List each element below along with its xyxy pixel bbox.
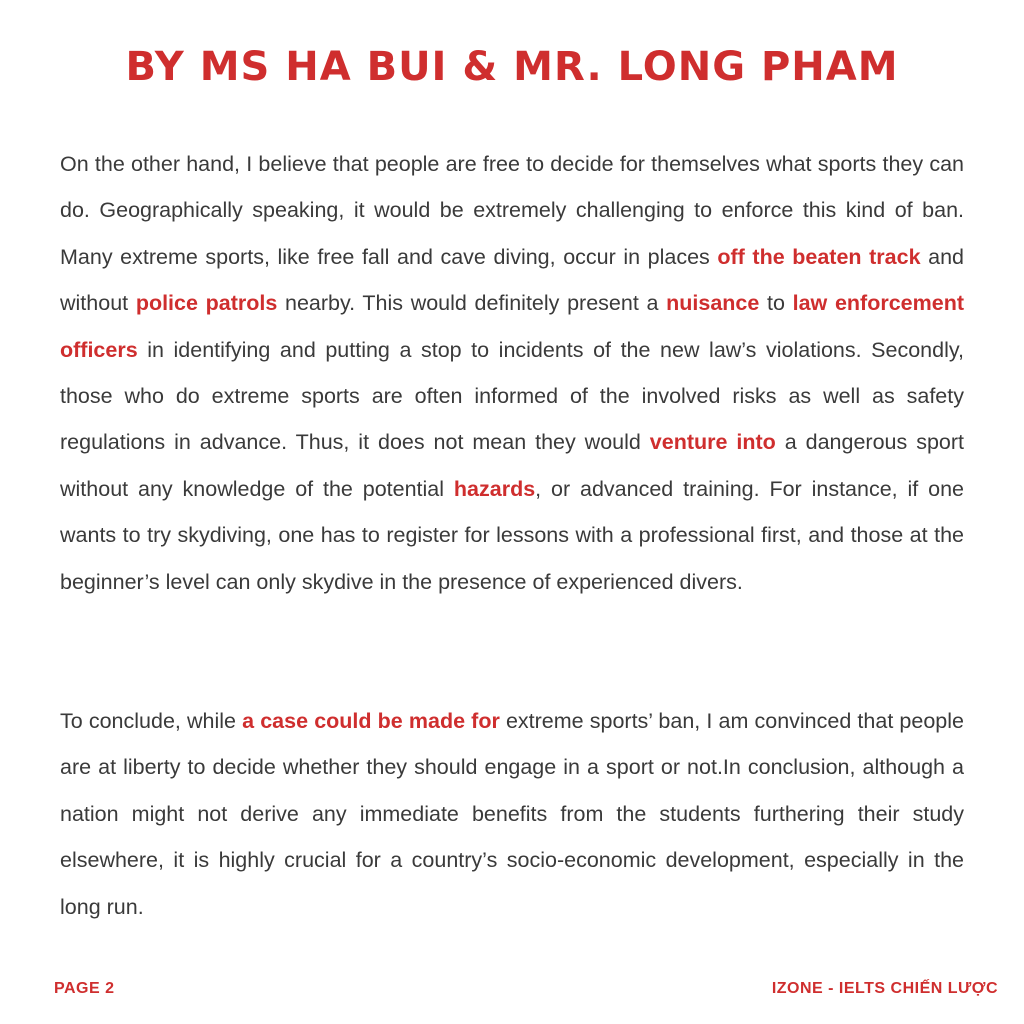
highlighted-phrase: law enforcement officers <box>60 291 964 362</box>
highlighted-phrase: a case could be made for <box>242 709 500 733</box>
text-segment: , or advanced training. For instance, if one wants to try skydiving, one has to register for lessons with a professional first, and those at the beginner’s level can only skydive in the presence of experienced divers. <box>60 476 965 594</box>
text-segment: a dangerous sport without any knowledge of the potential <box>60 430 964 501</box>
highlighted-phrase: nuisance <box>666 291 760 316</box>
brand-label: IZONE - IELTS CHIẾN LƯỢC <box>771 980 998 997</box>
text-segment: to <box>759 291 793 316</box>
highlighted-phrase: off the beaten track <box>717 244 921 269</box>
text-segment: and without <box>60 244 964 316</box>
body-paragraph-1 <box>60 141 964 605</box>
text-segment: extreme sports’ ban, I am convinced that people are at liberty to decide whether they should engage in a sport or not.In conclusion, although a nation might not derive any immediate benefits from the students furthering their study elsewhere, it is highly crucial for a country’s socio-economic development, especially in the long run. <box>60 709 964 919</box>
page-title: BY MS HA BUI & MR. LONG PHAM <box>125 44 899 90</box>
highlighted-phrase: hazards <box>453 476 536 501</box>
text-segment: in identifying and putting a stop to incidents of the new law’s violations. Secondly, those who do extreme sports are often informed of the involved risks as well as safety regulations in advance. Thus, it does not mean they would <box>60 337 964 455</box>
text-segment: nearby. This would definitely present a <box>277 291 667 316</box>
highlighted-phrase: police patrols <box>135 291 278 316</box>
page-number: PAGE 2 <box>54 980 115 997</box>
text-segment: To conclude, while <box>60 709 243 733</box>
text-segment: On the other hand, I believe that people are free to decide for themselves what sports they can do. Geographically speaking, it would be extremely challenging to enforce this kind of ban. Many extreme sports, like free fall and cave diving, occur in places <box>60 152 964 269</box>
body-paragraph-2 <box>60 698 964 930</box>
highlighted-phrase: venture into <box>649 430 776 455</box>
